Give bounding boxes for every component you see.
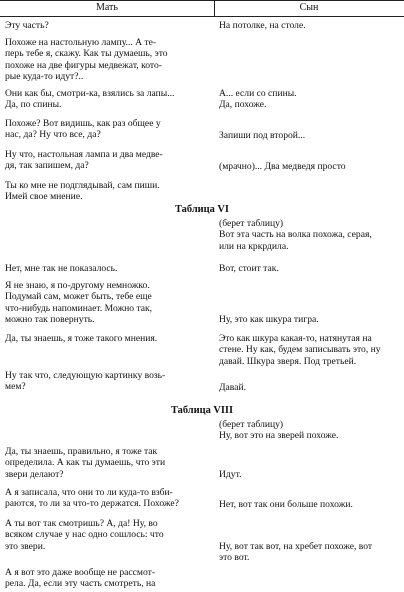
son-line: Вот эта часть на волка похожа, серая, [219, 229, 372, 241]
mother-line: рые куда-то идут?.. [5, 70, 84, 82]
mother-line: мем? [5, 381, 26, 393]
mother-line: рела. Да, если эту часть смотреть, на [5, 578, 156, 590]
mother-line: раются, то ли за что-то держатся. Похоже? [5, 498, 179, 510]
header-top-rule [0, 0, 404, 1]
mother-line: А ты вот так смотришь? А, да! Ну, во [5, 518, 158, 529]
mother-line: можно так повернуть. [5, 313, 95, 325]
mother-column-header: Мать [95, 2, 118, 13]
table-heading: Таблица VI [175, 204, 229, 215]
mother-line: Ну что, настольная лампа и два медве- [5, 149, 163, 160]
header-bottom-rule [0, 16, 404, 17]
son-line: Ну, вот так вот, на хребет похоже, вот [219, 541, 373, 552]
table-heading: Таблица VIII [170, 405, 234, 416]
mother-line: дя, так запишем, да? [5, 160, 89, 172]
son-line: На потолке, на столе. [219, 20, 306, 31]
mother-line: Ты ко мне не подглядывай, сам пиши. [5, 180, 160, 191]
son-line: (мрачно)... Два медведя просто [219, 161, 346, 172]
son-line: Ну, вот это на зверей похоже. [219, 430, 339, 442]
son-line: Запиши под второй... [219, 130, 306, 141]
son-line: (берет таблицу) [219, 419, 284, 430]
mother-line: Они как бы, смотри-ка, взялись за лапы... [5, 88, 175, 99]
mother-line: Похоже? Вот видишь, как раз общее у [5, 118, 161, 129]
mother-line: Да, ты знаешь, правильно, я тоже так [5, 446, 158, 457]
mother-line: Имей свое мнение. [5, 191, 83, 203]
son-column-header: Сын [299, 2, 319, 13]
mother-line: Да, по спины. [5, 99, 62, 111]
mother-line: всяком случае у нас одно сошлось: что [5, 529, 164, 541]
mother-line: перь тебе я, скажу. Как ты думаешь, это [5, 48, 168, 60]
son-line: Вот, стоит так. [219, 263, 279, 274]
son-line: Нет, вот так они больше похожи. [219, 499, 353, 510]
son-line: или на кркрдила. [219, 240, 289, 252]
mother-line: Да, ты знаешь, я тоже такого мнения. [5, 333, 158, 344]
son-line: это вот. [219, 552, 250, 564]
mother-line: похоже на две фигуры медвежат, кото- [5, 59, 162, 71]
mother-line: Похоже на настольную лампу... А те- [5, 37, 157, 48]
son-line: Это как шкура какая-то, натянутая на [219, 333, 372, 344]
son-line: Ну, это как шкура тигра. [219, 314, 319, 325]
son-line: А... если со спины. [219, 88, 297, 99]
mother-line: это звери. [5, 540, 46, 552]
mother-line: Нет, мне так не показалось. [5, 263, 118, 274]
mother-line: звери делают? [5, 468, 64, 480]
son-line: давай. Шкура зверя. Под третьей. [219, 355, 357, 367]
son-line: Идут. [219, 469, 242, 480]
mother-line: что-нибудь напоминает. Можно так, [5, 302, 153, 314]
son-line: (берет таблицу) [219, 218, 284, 229]
son-line: Давай. [219, 382, 246, 393]
mother-line: Ну так что, следующую картинку возь- [5, 370, 166, 381]
mother-line: А я записала, что они то ли куда-то взби- [5, 487, 173, 498]
mother-line: А я вот это даже вообще не рассмот- [5, 567, 156, 578]
mother-line: Я не знаю, я по-другому немножко. [5, 280, 150, 291]
mother-line: нас, да? Ну что все, да? [5, 129, 101, 141]
mother-line: Подумай сам, может быть, тебе еще [5, 291, 152, 303]
son-line: стене. Ну как, будем записывать это, ну [219, 344, 381, 356]
son-line: Да, похоже. [219, 99, 267, 111]
mother-line: Эту часть? [5, 20, 49, 31]
mother-line: определила. А как ты думаешь, что эти [5, 457, 166, 469]
